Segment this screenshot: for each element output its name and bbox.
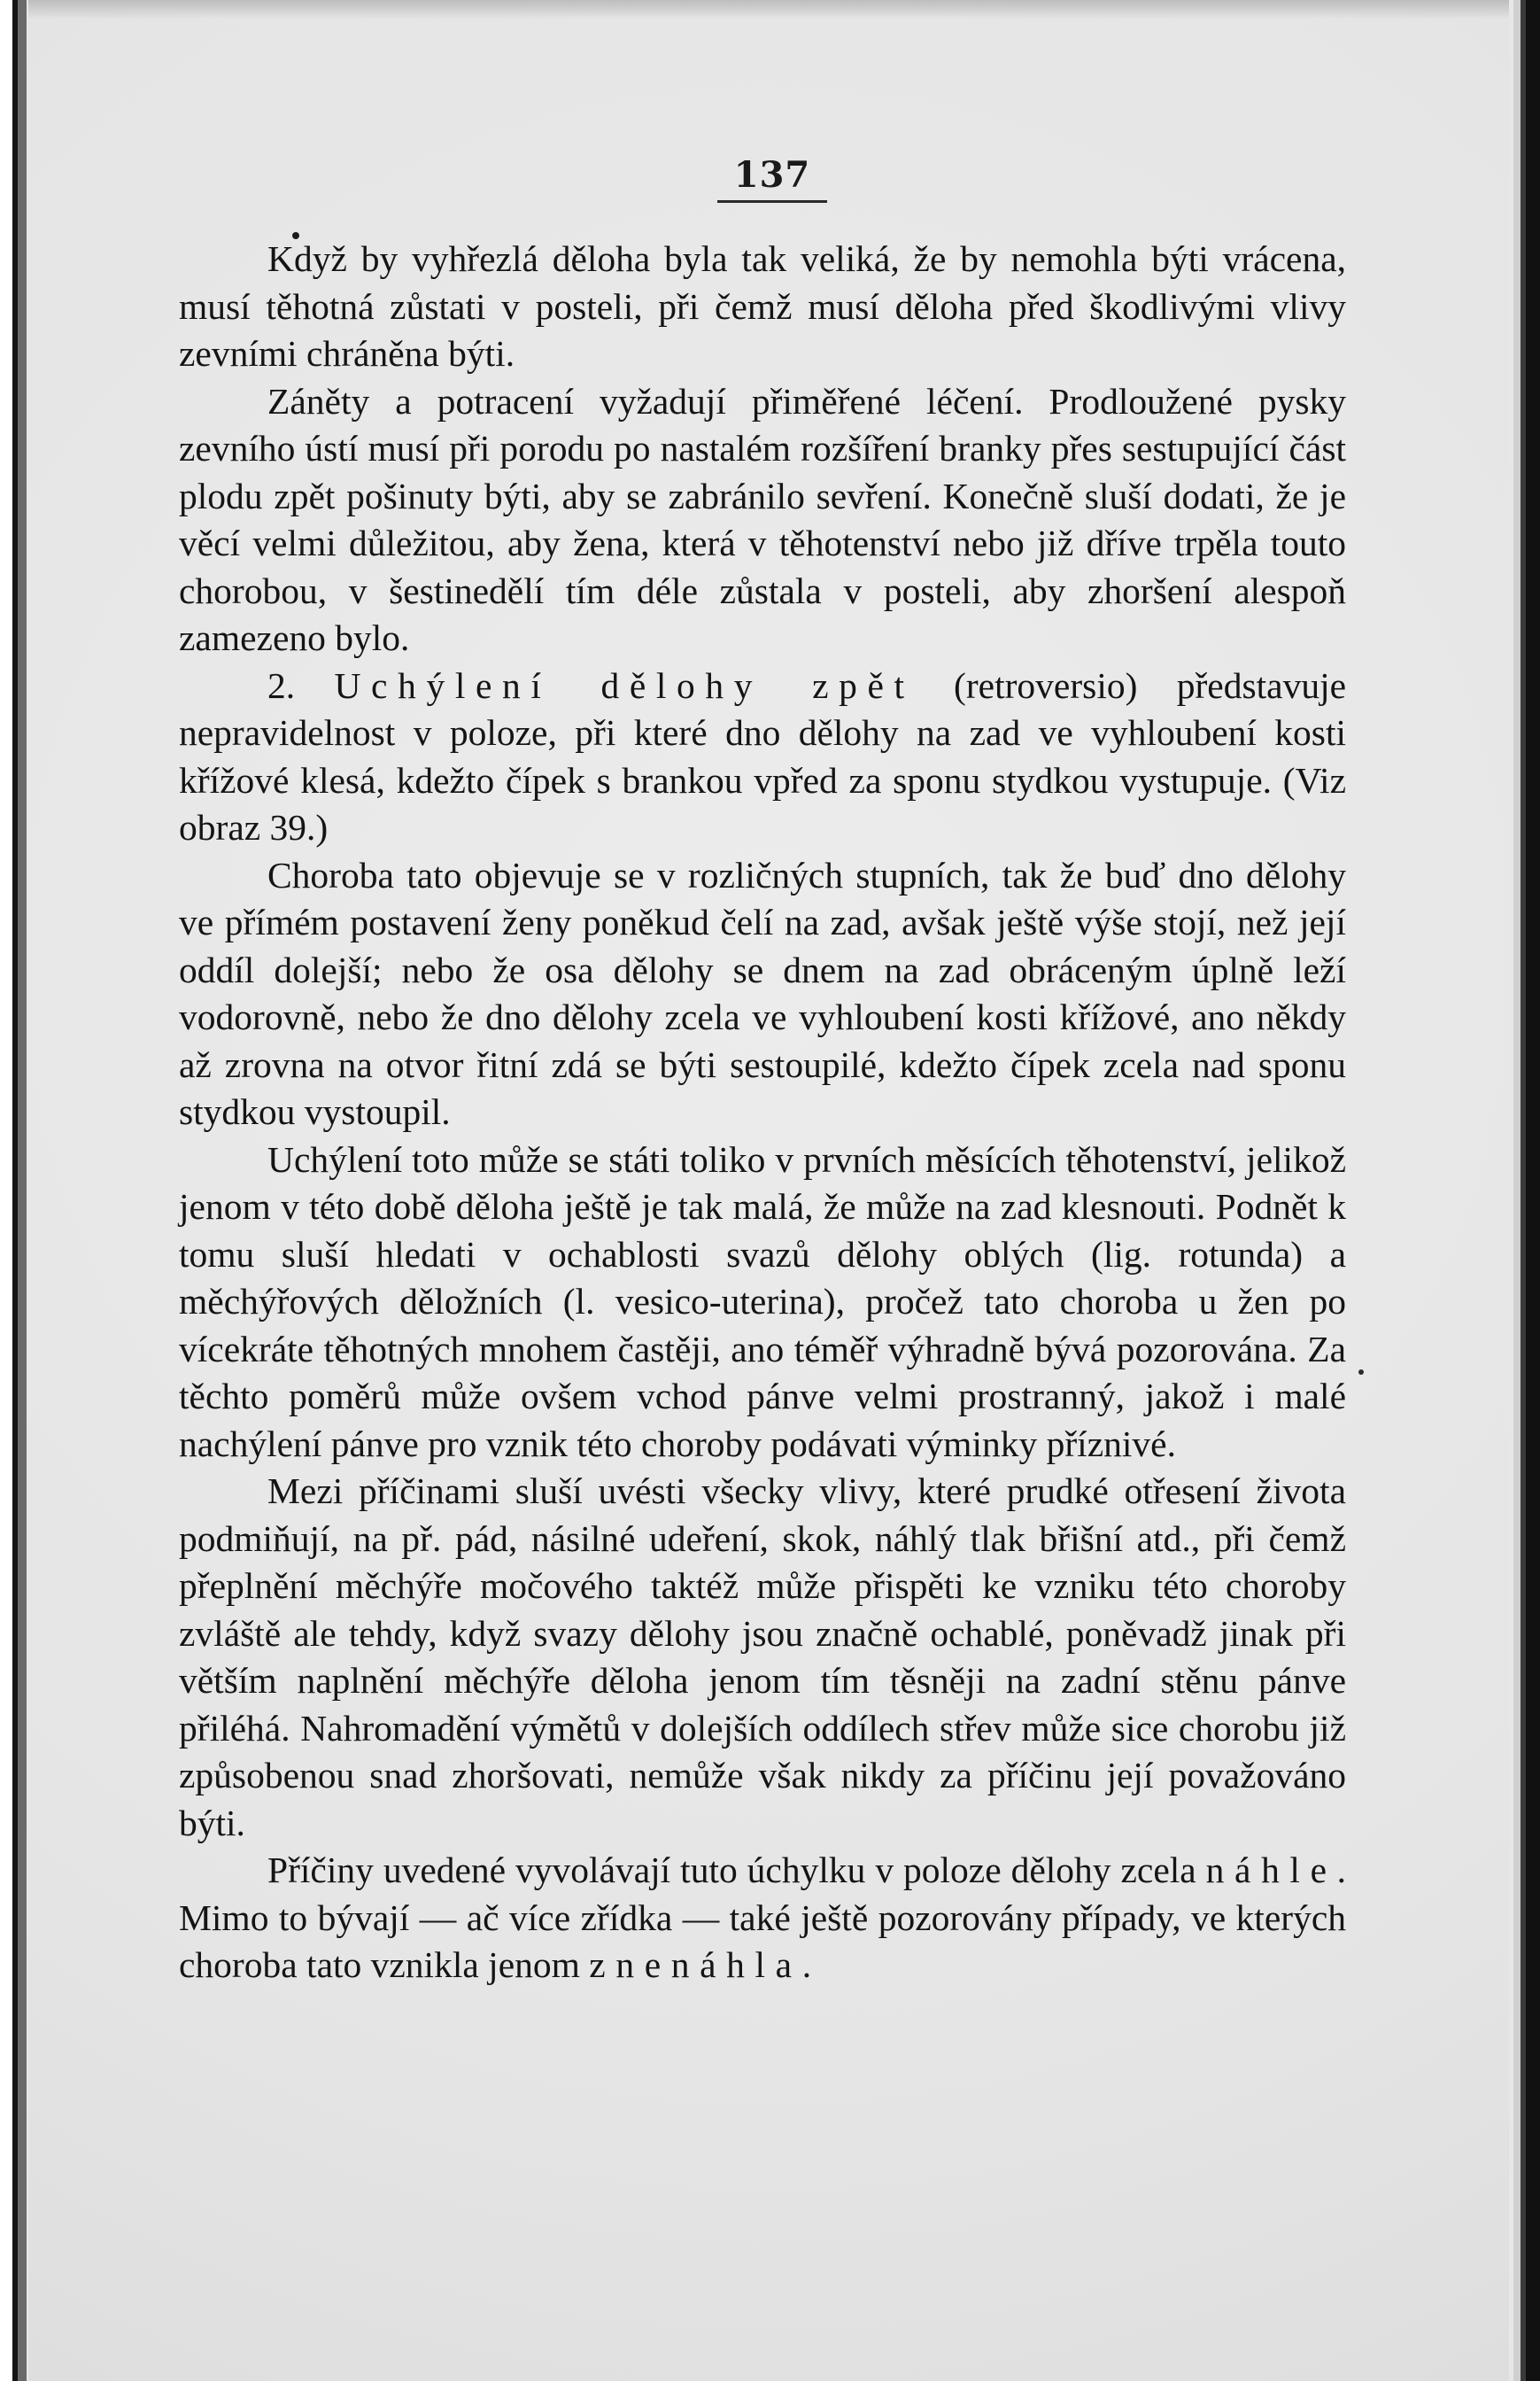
paragraph-3-text: (retroversio) představuje nepravidelnost v poloze, při které dno dělohy na zad ve vyhloubení kosti křížové klesá, kdežto čípek s brankou vpřed za sponu stydkou vystupuje. (Viz obraz 39.) [179, 664, 1347, 848]
spaced-word-znenahla: znenáhla [589, 1944, 802, 1985]
body-text [179, 236, 1346, 1989]
paragraph-3 [179, 663, 1346, 852]
paragraph-6: Mezi příčinami sluší uvésti všecky vlivy, které prudké otřesení života podmiňují, na př. pád, násilné udeření, skok, náhlý tlak břišní atd., při čemž přeplnění měchýře močového taktéž může přispěti ke vzniku této choroby zvláště ale tehdy, když svazy dělohy jsou značně ochablé, poněvadž jinak při větším naplnění měchýře děloha jenom tím těsněji na zadní stěnu pánve přiléhá. Nahromadění výmětů v dolejších oddílech střev může sice chorobu již způsobenou snad zhoršovati, nemůže však nikdy za příčinu její považováno býti. [179, 1470, 1346, 1843]
scan-right-edge [1513, 0, 1540, 2381]
section-number: 2. [267, 664, 296, 706]
paragraph-2: Záněty a potracení vyžadují přiměřené léčení. Prodloužené pysky zevního ústí musí při porodu po nastalém rozšíření branky přes sestupující část plodu zpět pošinuty býti, aby se zabránilo sevření. Konečně sluší dodati, že je věcí velmi důležitou, aby žena, která v těhotenství nebo již dříve trpěla touto chorobou, v šestinedělí tím déle zůstala v posteli, aby zhoršení alespoň zamezeno bylo. [179, 380, 1346, 658]
spaced-word-nahle: náhle [1205, 1850, 1337, 1890]
paragraph-5: Uchýlení toto může se státi toliko v prvních měsících těhotenství, jelikož jenom v této době děloha ještě je tak malá, že může na zad klesnouti. Podnět k tomu sluší hledati v ochablosti svazů dělohy oblých (lig. rotunda) a měchýřových děložních (l. vesico-uterina), pročež tato choroba u žen po vícekráte těhotných mnohem častěji, ano téměř výhradně bývá pozorována. Za těchto poměrů může ovšem vchod pánve velmi prostranný, jakož i malé nachýlení pánve pro vznik této choroby podávati výminky příznivé. [179, 1138, 1346, 1464]
paragraph-1: Když by vyhřezlá děloha byla tak veliká, že by nemohla býti vrácena, musí těhotná zůstati v posteli, při čemž musí děloha před škodlivými vlivy zevními chráněna býti. [179, 238, 1346, 374]
ink-speck [1358, 1369, 1364, 1375]
paragraph-7-text-before: Příčiny uvedené vyvolávají tuto úchylku v poloze dělohy zcela [267, 1850, 1196, 1890]
page-top-shadow [28, 0, 1509, 19]
page-number: 137 [733, 154, 811, 196]
page-number-rule [717, 200, 827, 203]
book-page [28, 0, 1509, 2381]
paragraph-4: Choroba tato objevuje se v rozličných stupních, tak že buď dno dělohy ve přímém postavení ženy poněkud čelí na zad, avšak ještě výše stojí, než její oddíl dolejší; nebo že osa dělohy se dnem na zad obráceným úplně leží vodorovně, nebo že dno dělohy zcela ve vyhloubení kosti křížové, ano někdy až zrovna na otvor řitní zdá se býti sestoupilé, kdežto čípek zcela nad sponu stydkou vystoupil. [179, 854, 1346, 1132]
scan-left-edge [0, 0, 27, 2381]
spaced-term: Uchýlení dělohy zpět [334, 664, 915, 706]
paragraph-7-text-after: . [801, 1944, 812, 1985]
paragraph-7-text-middle: . Mimo to bývají — ač více zřídka — také ještě pozorovány případy, ve kterých choroba tato vznikla jenom [179, 1850, 1347, 1985]
paragraph-7 [179, 1847, 1346, 1989]
